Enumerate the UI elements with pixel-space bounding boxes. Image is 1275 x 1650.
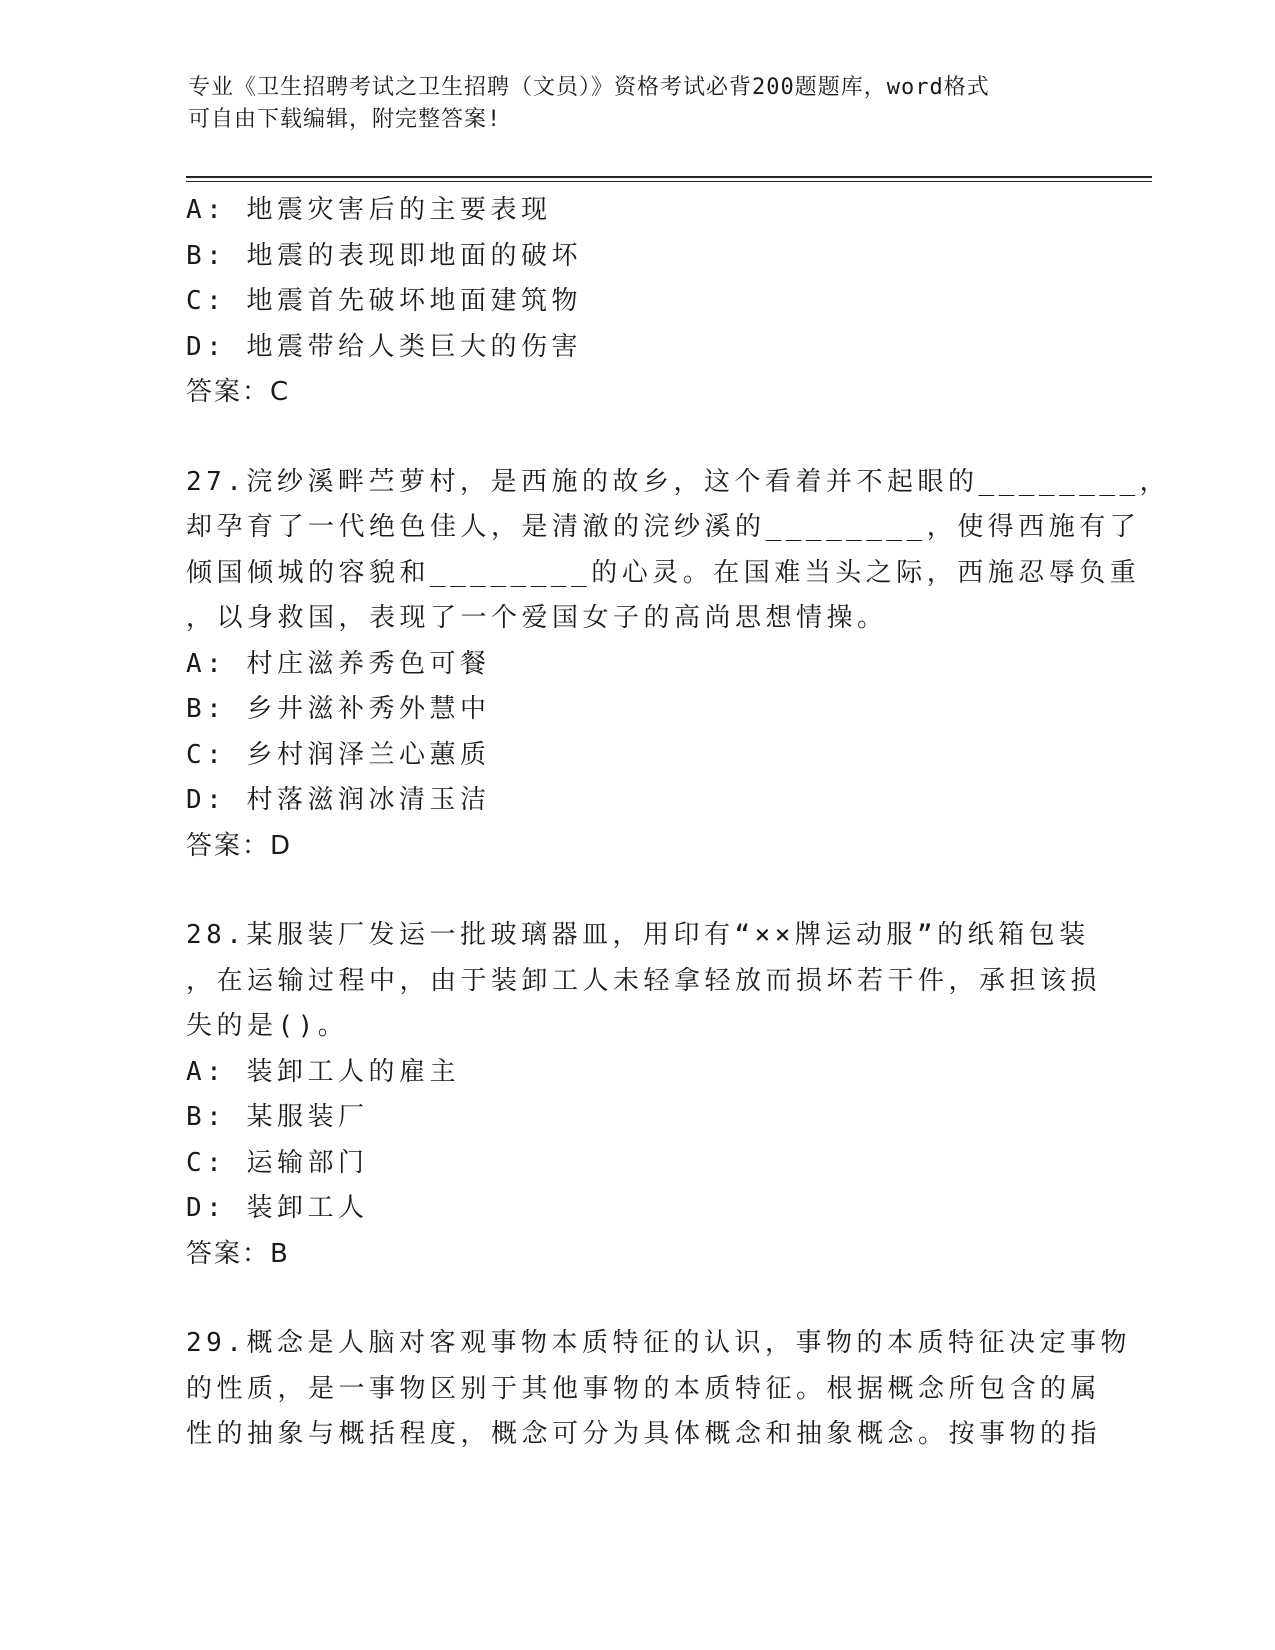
header-divider-thick: [186, 176, 1152, 178]
question-stem-line: 性的抽象与概括程度，概念可分为具体概念和抽象概念。按事物的指: [186, 1419, 1102, 1449]
header-line-1: 专业《卫生招聘考试之卫生招聘（文员）》资格考试必背200题题库，word格式: [188, 75, 990, 100]
option-d: D: 村落滋润冰清玉洁: [186, 785, 491, 815]
question-spacer: [186, 416, 1086, 460]
question-stem-line: 却孕育了一代绝色佳人，是清澈的浣纱溪的________，使得西施有了: [186, 512, 1141, 542]
question-29: [186, 1321, 1131, 1458]
option-a: A: 装卸工人的雇主: [186, 1056, 460, 1087]
question-stem-line: 的性质，是一事物区别于其他事物的本质特征。根据概念所包含的属: [186, 1373, 1102, 1404]
question-stem-line: 倾国倾城的容貌和________的心灵。在国难当头之际，西施忍辱负重: [186, 557, 1141, 588]
option-b: B: 某服装厂: [186, 1102, 369, 1132]
question-27: [186, 460, 1171, 870]
option-c: C: 运输部门: [186, 1147, 369, 1178]
option-c: C: 地震首先破坏地面建筑物: [186, 286, 582, 316]
question-stem-line: ，在运输过程中，由于装卸工人未轻拿轻放而损坏若干件，承担该损: [186, 965, 1102, 996]
answer-line: 答案：D: [186, 830, 293, 861]
header-line-2: 可自由下载编辑，附完整答案!: [188, 107, 502, 132]
question-26: [186, 188, 1086, 416]
question-spacer: [186, 869, 1086, 913]
option-d: D: 地震带给人类巨大的伤害: [186, 331, 582, 362]
option-c: C: 乡村润泽兰心蕙质: [186, 739, 491, 770]
answer-line: 答案：C: [186, 377, 291, 407]
question-stem-line: 27.浣纱溪畔苎萝村，是西施的故乡，这个看着并不起眼的________，: [186, 466, 1171, 497]
question-stem-line: ，以身救国，表现了一个爱国女子的高尚思想情操。: [186, 603, 888, 633]
question-28: [186, 913, 1102, 1277]
option-a: A: 村庄滋养秀色可餐: [186, 648, 491, 679]
option-d: D: 装卸工人: [186, 1193, 369, 1223]
option-b: B: 乡井滋补秀外慧中: [186, 694, 491, 724]
header-divider-thin: [186, 181, 1152, 182]
answer-line: 答案：B: [186, 1238, 290, 1269]
question-list: [186, 188, 1171, 1458]
question-stem-line: 28.某服装厂发运一批玻璃器皿，用印有“××牌运动服”的纸箱包装: [186, 920, 1090, 950]
question-stem-line: 失的是()。: [186, 1011, 349, 1041]
question-spacer: [186, 1277, 1086, 1321]
option-a: A: 地震灾害后的主要表现: [186, 195, 552, 225]
document-header: [188, 72, 1068, 136]
option-b: B: 地震的表现即地面的破坏: [186, 240, 582, 271]
question-stem-line: 29.概念是人脑对客观事物本质特征的认识，事物的本质特征决定事物: [186, 1328, 1131, 1358]
